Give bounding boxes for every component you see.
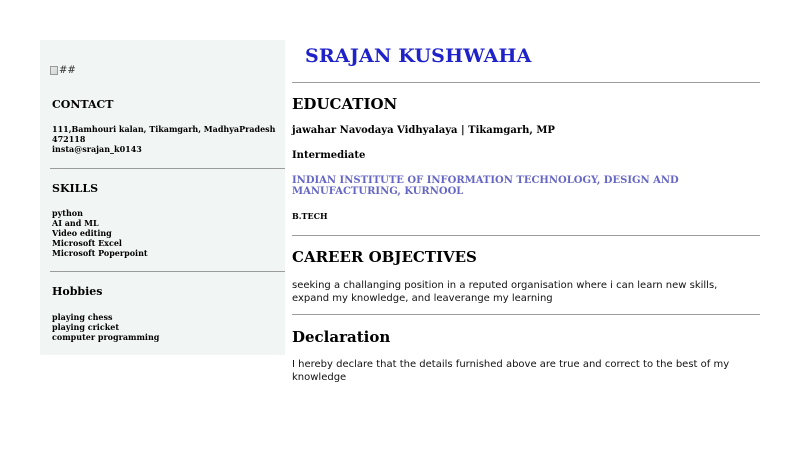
- sidebar: [40, 40, 285, 355]
- degree: B.TECH: [292, 211, 328, 221]
- career-objectives-heading: CAREER OBJECTIVES: [292, 248, 477, 266]
- page-title: SRAJAN KUSHWAHA: [305, 45, 532, 67]
- skills-heading: SKILLS: [52, 182, 99, 195]
- school-level: Intermediate: [292, 150, 366, 161]
- sidebar-divider: [50, 271, 285, 272]
- hobby-item: computer programming: [52, 332, 160, 342]
- contact-list: [52, 124, 276, 154]
- skill-item: Video editing: [52, 228, 112, 238]
- contact-address: 111,Bamhouri kalan, Tikamgarh, MadhyaPradesh: [52, 124, 276, 134]
- hobbies-heading: Hobbies: [52, 285, 103, 298]
- education-heading: EDUCATION: [292, 95, 398, 113]
- hobby-item: playing chess: [52, 312, 113, 322]
- skill-item: Microsoft Excel: [52, 238, 122, 248]
- declaration-text: I hereby declare that the details furnished above are true and correct to the best of my knowledge: [292, 359, 730, 383]
- contact-instagram[interactable]: insta@srajan_k0143: [52, 144, 142, 154]
- broken-image-icon: [50, 66, 58, 75]
- section-divider: [292, 314, 760, 315]
- section-divider: [292, 235, 760, 236]
- career-objectives-text: seeking a challanging position in a reputed organisation where i can learn new skills, expand my knowledge, and leaverange my learning: [292, 280, 718, 304]
- contact-heading: CONTACT: [52, 98, 114, 111]
- declaration-heading: Declaration: [292, 328, 391, 346]
- skill-item: Microsoft Poperpoint: [52, 248, 148, 258]
- hobby-item: playing cricket: [52, 322, 120, 332]
- school-name: jawahar Navodaya Vidhyalaya | Tikamgarh, MP: [292, 125, 555, 136]
- college-name: INDIAN INSTITUTE OF INFORMATION TECHNOLOGY, DESIGN AND MANUFACTURING, KURNOOL: [292, 175, 679, 197]
- sidebar-divider: [50, 168, 285, 169]
- section-divider: [292, 82, 760, 83]
- skill-item: python: [52, 208, 83, 218]
- skills-list: [52, 208, 148, 258]
- profile-image-alt: ##: [59, 65, 76, 76]
- skill-item: AI and ML: [52, 218, 99, 228]
- contact-pincode: 472118: [52, 134, 86, 144]
- hobbies-list: [52, 312, 159, 342]
- profile-image: [50, 65, 76, 76]
